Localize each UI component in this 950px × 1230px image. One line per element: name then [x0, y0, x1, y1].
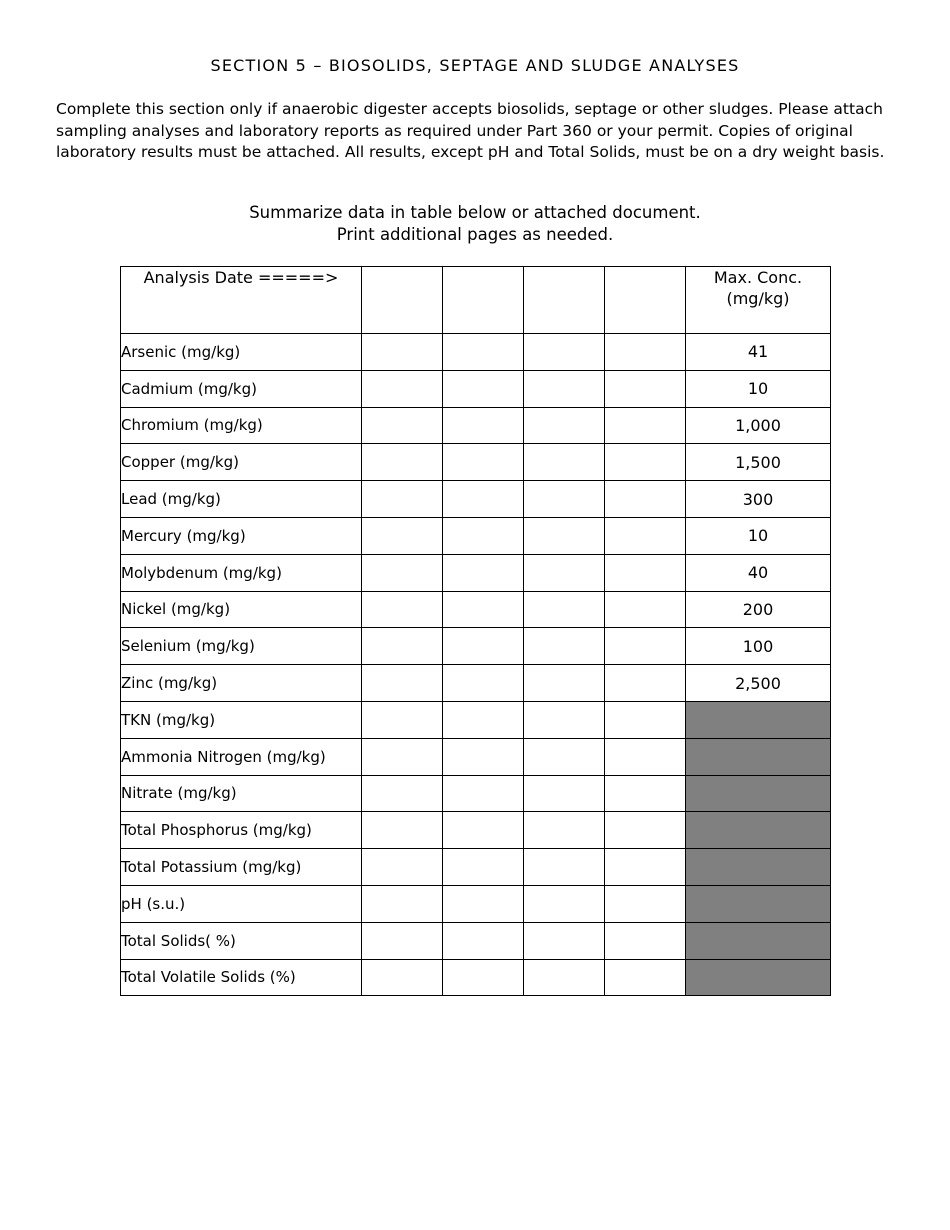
result-entry-cell-4[interactable] — [605, 665, 686, 702]
table-row — [121, 407, 831, 444]
table-row — [121, 334, 831, 371]
table-row — [121, 554, 831, 591]
result-entry-cell-1[interactable] — [362, 481, 443, 518]
result-entry-cell-1[interactable] — [362, 517, 443, 554]
parameter-label: Total Volatile Solids (%) — [121, 959, 362, 996]
result-entry-cell-4[interactable] — [605, 922, 686, 959]
result-entry-cell-3[interactable] — [524, 554, 605, 591]
result-entry-cell-3[interactable] — [524, 370, 605, 407]
result-entry-cell-2[interactable] — [443, 812, 524, 849]
table-row — [121, 922, 831, 959]
result-entry-cell-4[interactable] — [605, 959, 686, 996]
table-row — [121, 959, 831, 996]
max-conc-shaded-cell — [686, 775, 831, 812]
summary-line-1: Summarize data in table below or attached document. — [249, 203, 701, 222]
result-entry-cell-4[interactable] — [605, 444, 686, 481]
table-row — [121, 481, 831, 518]
analysis-date-cell-4[interactable] — [605, 267, 686, 334]
parameter-label: Cadmium (mg/kg) — [121, 370, 362, 407]
result-entry-cell-4[interactable] — [605, 775, 686, 812]
max-conc-header-line-2: (mg/kg) — [726, 289, 790, 308]
parameter-label: Copper (mg/kg) — [121, 444, 362, 481]
result-entry-cell-2[interactable] — [443, 444, 524, 481]
max-conc-shaded-cell — [686, 812, 831, 849]
table-row — [121, 738, 831, 775]
result-entry-cell-1[interactable] — [362, 922, 443, 959]
table-row — [121, 665, 831, 702]
parameter-label: Ammonia Nitrogen (mg/kg) — [121, 738, 362, 775]
result-entry-cell-3[interactable] — [524, 738, 605, 775]
result-entry-cell-3[interactable] — [524, 517, 605, 554]
max-conc-shaded-cell — [686, 959, 831, 996]
result-entry-cell-3[interactable] — [524, 922, 605, 959]
result-entry-cell-1[interactable] — [362, 370, 443, 407]
max-conc-header — [686, 267, 831, 334]
analysis-date-header: Analysis Date =====> — [121, 267, 362, 334]
result-entry-cell-4[interactable] — [605, 554, 686, 591]
max-conc-value: 41 — [686, 334, 831, 371]
parameter-label: Total Solids( %) — [121, 922, 362, 959]
result-entry-cell-4[interactable] — [605, 812, 686, 849]
result-entry-cell-3[interactable] — [524, 775, 605, 812]
max-conc-value: 300 — [686, 481, 831, 518]
table-row — [121, 370, 831, 407]
analyses-table — [120, 266, 831, 996]
result-entry-cell-4[interactable] — [605, 738, 686, 775]
parameter-label: Arsenic (mg/kg) — [121, 334, 362, 371]
result-entry-cell-2[interactable] — [443, 959, 524, 996]
parameter-label: Mercury (mg/kg) — [121, 517, 362, 554]
table-row — [121, 775, 831, 812]
table-row — [121, 591, 831, 628]
result-entry-cell-1[interactable] — [362, 812, 443, 849]
result-entry-cell-3[interactable] — [524, 959, 605, 996]
result-entry-cell-4[interactable] — [605, 849, 686, 886]
parameter-label: Selenium (mg/kg) — [121, 628, 362, 665]
result-entry-cell-3[interactable] — [524, 444, 605, 481]
max-conc-value: 1,000 — [686, 407, 831, 444]
result-entry-cell-4[interactable] — [605, 407, 686, 444]
summary-line-2: Print additional pages as needed. — [336, 225, 614, 244]
max-conc-shaded-cell — [686, 922, 831, 959]
result-entry-cell-2[interactable] — [443, 554, 524, 591]
analysis-date-cell-3[interactable] — [524, 267, 605, 334]
result-entry-cell-1[interactable] — [362, 591, 443, 628]
result-entry-cell-4[interactable] — [605, 701, 686, 738]
max-conc-value: 10 — [686, 517, 831, 554]
table-row — [121, 849, 831, 886]
analysis-date-cell-2[interactable] — [443, 267, 524, 334]
parameter-label: Total Potassium (mg/kg) — [121, 849, 362, 886]
parameter-label: Nitrate (mg/kg) — [121, 775, 362, 812]
result-entry-cell-2[interactable] — [443, 517, 524, 554]
table-row — [121, 885, 831, 922]
result-entry-cell-4[interactable] — [605, 481, 686, 518]
result-entry-cell-3[interactable] — [524, 481, 605, 518]
max-conc-value: 40 — [686, 554, 831, 591]
result-entry-cell-1[interactable] — [362, 738, 443, 775]
result-entry-cell-2[interactable] — [443, 885, 524, 922]
result-entry-cell-3[interactable] — [524, 628, 605, 665]
parameter-label: TKN (mg/kg) — [121, 701, 362, 738]
parameter-label: Lead (mg/kg) — [121, 481, 362, 518]
max-conc-value: 10 — [686, 370, 831, 407]
max-conc-header-line-1: Max. Conc. — [713, 268, 803, 287]
result-entry-cell-3[interactable] — [524, 334, 605, 371]
analysis-date-cell-1[interactable] — [362, 267, 443, 334]
result-entry-cell-3[interactable] — [524, 665, 605, 702]
max-conc-value: 100 — [686, 628, 831, 665]
parameter-label: pH (s.u.) — [121, 885, 362, 922]
result-entry-cell-4[interactable] — [605, 591, 686, 628]
parameter-label: Nickel (mg/kg) — [121, 591, 362, 628]
result-entry-cell-2[interactable] — [443, 775, 524, 812]
result-entry-cell-1[interactable] — [362, 665, 443, 702]
result-entry-cell-4[interactable] — [605, 370, 686, 407]
result-entry-cell-2[interactable] — [443, 738, 524, 775]
result-entry-cell-2[interactable] — [443, 591, 524, 628]
result-entry-cell-1[interactable] — [362, 959, 443, 996]
result-entry-cell-1[interactable] — [362, 885, 443, 922]
parameter-label: Zinc (mg/kg) — [121, 665, 362, 702]
table-row — [121, 517, 831, 554]
result-entry-cell-3[interactable] — [524, 701, 605, 738]
parameter-label: Chromium (mg/kg) — [121, 407, 362, 444]
summary-note — [0, 202, 950, 246]
result-entry-cell-2[interactable] — [443, 701, 524, 738]
section-title: SECTION 5 – BIOSOLIDS, SEPTAGE AND SLUDGE ANALYSES — [210, 56, 740, 75]
result-entry-cell-3[interactable] — [524, 885, 605, 922]
result-entry-cell-1[interactable] — [362, 334, 443, 371]
max-conc-value: 2,500 — [686, 665, 831, 702]
result-entry-cell-3[interactable] — [524, 407, 605, 444]
table-row — [121, 444, 831, 481]
result-entry-cell-1[interactable] — [362, 849, 443, 886]
instructions-paragraph: Complete this section only if anaerobic digester accepts biosolids, septage or other sludges. Please attach sampling analyses and laboratory reports as required under Part 360 or your permit. Copies of original laboratory results must be attached. All results, except pH and Total Solids, must be on a dry weight basis. — [56, 100, 885, 161]
max-conc-shaded-cell — [686, 885, 831, 922]
result-entry-cell-4[interactable] — [605, 628, 686, 665]
result-entry-cell-2[interactable] — [443, 370, 524, 407]
result-entry-cell-3[interactable] — [524, 849, 605, 886]
result-entry-cell-2[interactable] — [443, 665, 524, 702]
parameter-label: Molybdenum (mg/kg) — [121, 554, 362, 591]
table-header-row — [121, 267, 831, 334]
result-entry-cell-4[interactable] — [605, 334, 686, 371]
result-entry-cell-3[interactable] — [524, 591, 605, 628]
result-entry-cell-1[interactable] — [362, 407, 443, 444]
result-entry-cell-1[interactable] — [362, 444, 443, 481]
result-entry-cell-1[interactable] — [362, 628, 443, 665]
table-row — [121, 701, 831, 738]
result-entry-cell-2[interactable] — [443, 628, 524, 665]
result-entry-cell-4[interactable] — [605, 517, 686, 554]
result-entry-cell-1[interactable] — [362, 701, 443, 738]
table-row — [121, 628, 831, 665]
result-entry-cell-2[interactable] — [443, 481, 524, 518]
max-conc-shaded-cell — [686, 849, 831, 886]
max-conc-shaded-cell — [686, 738, 831, 775]
result-entry-cell-2[interactable] — [443, 849, 524, 886]
result-entry-cell-2[interactable] — [443, 407, 524, 444]
result-entry-cell-1[interactable] — [362, 775, 443, 812]
result-entry-cell-2[interactable] — [443, 334, 524, 371]
max-conc-shaded-cell — [686, 701, 831, 738]
max-conc-value: 1,500 — [686, 444, 831, 481]
parameter-label: Total Phosphorus (mg/kg) — [121, 812, 362, 849]
result-entry-cell-4[interactable] — [605, 885, 686, 922]
result-entry-cell-2[interactable] — [443, 922, 524, 959]
result-entry-cell-3[interactable] — [524, 812, 605, 849]
max-conc-value: 200 — [686, 591, 831, 628]
table-row — [121, 812, 831, 849]
result-entry-cell-1[interactable] — [362, 554, 443, 591]
